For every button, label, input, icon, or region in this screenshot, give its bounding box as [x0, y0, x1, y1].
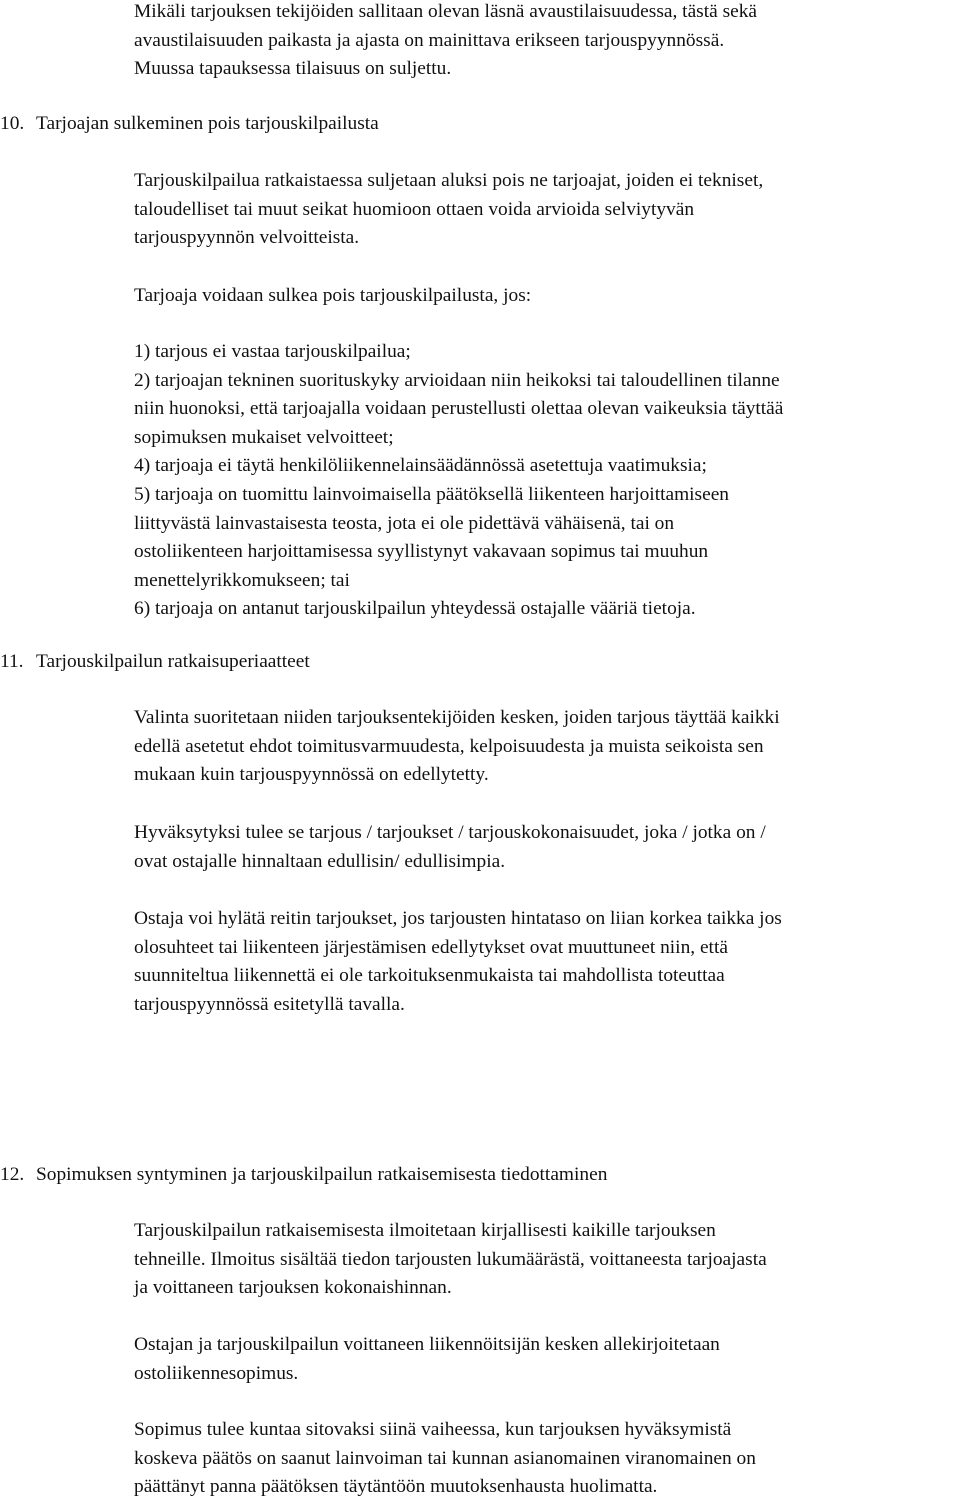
- text-line: edellä asetetut ehdot toimitusvarmuudesta, kelpoisuudesta ja muista seikoista sen: [134, 735, 764, 757]
- text-line: olosuhteet tai liikenteen järjestämisen edellytykset ovat muuttuneet niin, että: [134, 936, 728, 958]
- text-line: suunniteltua liikennettä ei ole tarkoituksenmukaista tai mahdollista toteuttaa: [134, 965, 725, 987]
- text-line: Sopimus tulee kuntaa sitovaksi siinä vaiheessa, kun tarjouksen hyväksymistä: [134, 1419, 732, 1440]
- list-item: 2) tarjoajan tekninen suorituskyky arvioidaan niin heikoksi tai taloudellinen tilanne: [134, 369, 780, 391]
- text-line: tehneille. Ilmoitus sisältää tiedon tarjousten lukumäärästä, voittaneesta tarjoajasta: [134, 1248, 767, 1270]
- section-title: Sopimuksen syntyminen ja tarjouskilpailun ratkaisemisesta tiedottaminen: [36, 1164, 608, 1185]
- section-number: 11.: [0, 651, 24, 672]
- section-number: 12.: [0, 1164, 25, 1185]
- list-item: niin huonoksi, että tarjoajalla voidaan perustellusti olettaa olevan vaikeuksia täyttää: [134, 398, 784, 420]
- section-11-heading: [0, 648, 310, 677]
- section-11-paragraph-2: [134, 819, 960, 876]
- text-line: ovat ostajalle hinnaltaan edullisin/ edullisimpia.: [134, 850, 506, 872]
- text-line: koskeva päätös on saanut lainvoiman tai kunnan asianomainen viranomainen on: [134, 1447, 756, 1469]
- list-item: liittyvästä lainvastaisesta teosta, jota ei ole pidettävä vähäisenä, tai on: [134, 512, 675, 534]
- section-10-paragraph-1: [134, 167, 960, 253]
- text-line: Tarjouskilpailua ratkaistaessa suljetaan aluksi pois ne tarjoajat, joiden ei tekniset,: [134, 170, 764, 191]
- section-12-heading: [0, 1161, 607, 1190]
- list-item: 6) tarjoaja on antanut tarjouskilpailun yhteydessä ostajalle vääriä tietoja.: [134, 598, 696, 620]
- section-title: Tarjoajan sulkeminen pois tarjouskilpailusta: [36, 113, 379, 134]
- list-item: menettelyrikkomukseen; tai: [134, 569, 350, 591]
- section-11-paragraph-3: [134, 905, 960, 1019]
- section-12-paragraph-2: [134, 1331, 960, 1388]
- section-10-heading: [0, 110, 379, 139]
- text-line: Tarjouskilpailun ratkaisemisesta ilmoitetaan kirjallisesti kaikille tarjouksen: [134, 1220, 716, 1241]
- text-line: avaustilaisuuden paikasta ja ajasta on mainittava erikseen tarjouspyynnössä.: [134, 29, 725, 51]
- text-line: Hyväksytyksi tulee se tarjous / tarjoukset / tarjouskokonaisuudet, joka / jotka on /: [134, 822, 766, 843]
- text-line: ostoliikennesopimus.: [134, 1362, 299, 1384]
- text-line: Mikäli tarjouksen tekijöiden sallitaan olevan läsnä avaustilaisuudessa, tästä sekä: [134, 1, 758, 22]
- text-line: Ostaja voi hylätä reitin tarjoukset, jos tarjousten hintataso on liian korkea taikka jos: [134, 908, 782, 929]
- section-10-paragraph-2: [134, 282, 960, 311]
- text-line: Tarjoaja voidaan sulkea pois tarjouskilpailusta, jos:: [134, 285, 532, 306]
- list-item: 4) tarjoaja ei täytä henkilöliikennelainsäädännössä asetettuja vaatimuksia;: [134, 455, 707, 477]
- list-item: 5) tarjoaja on tuomittu lainvoimaisella päätöksellä liikenteen harjoittamiseen: [134, 483, 730, 505]
- section-12-paragraph-1: [134, 1217, 960, 1303]
- text-line: tarjouspyynnössä esitetyllä tavalla.: [134, 993, 405, 1015]
- section-12-paragraph-3: [134, 1416, 960, 1502]
- text-line: ja voittaneen tarjouksen kokonaishinnan.: [134, 1277, 452, 1299]
- text-line: mukaan kuin tarjouspyynnössä on edellytetty.: [134, 764, 489, 786]
- text-line: taloudelliset tai muut seikat huomioon ottaen voida arvioida selviytyvän: [134, 198, 695, 220]
- text-line: päättänyt panna päätöksen täytäntöön muutoksenhausta huolimatta.: [134, 1476, 658, 1498]
- text-line: Muussa tapauksessa tilaisuus on suljettu.: [134, 58, 452, 80]
- section-title: Tarjouskilpailun ratkaisuperiaatteet: [36, 651, 310, 672]
- list-item: ostoliikenteen harjoittamisessa syyllistynyt vakavaan sopimus tai muuhun: [134, 541, 709, 563]
- text-line: tarjouspyynnön velvoitteista.: [134, 227, 360, 249]
- list-item: 1) tarjous ei vastaa tarjouskilpailua;: [134, 341, 411, 362]
- section-10-list: [134, 338, 960, 624]
- text-line: Ostajan ja tarjouskilpailun voittaneen liikennöitsijän kesken allekirjoitetaan: [134, 1334, 720, 1355]
- intro-paragraph: [134, 0, 960, 84]
- text-line: Valinta suoritetaan niiden tarjouksentekijöiden kesken, joiden tarjous täyttää kaikki: [134, 707, 780, 728]
- list-item: sopimuksen mukaiset velvoitteet;: [134, 426, 394, 448]
- section-number: 10.: [0, 113, 25, 134]
- section-11-paragraph-1: [134, 704, 960, 790]
